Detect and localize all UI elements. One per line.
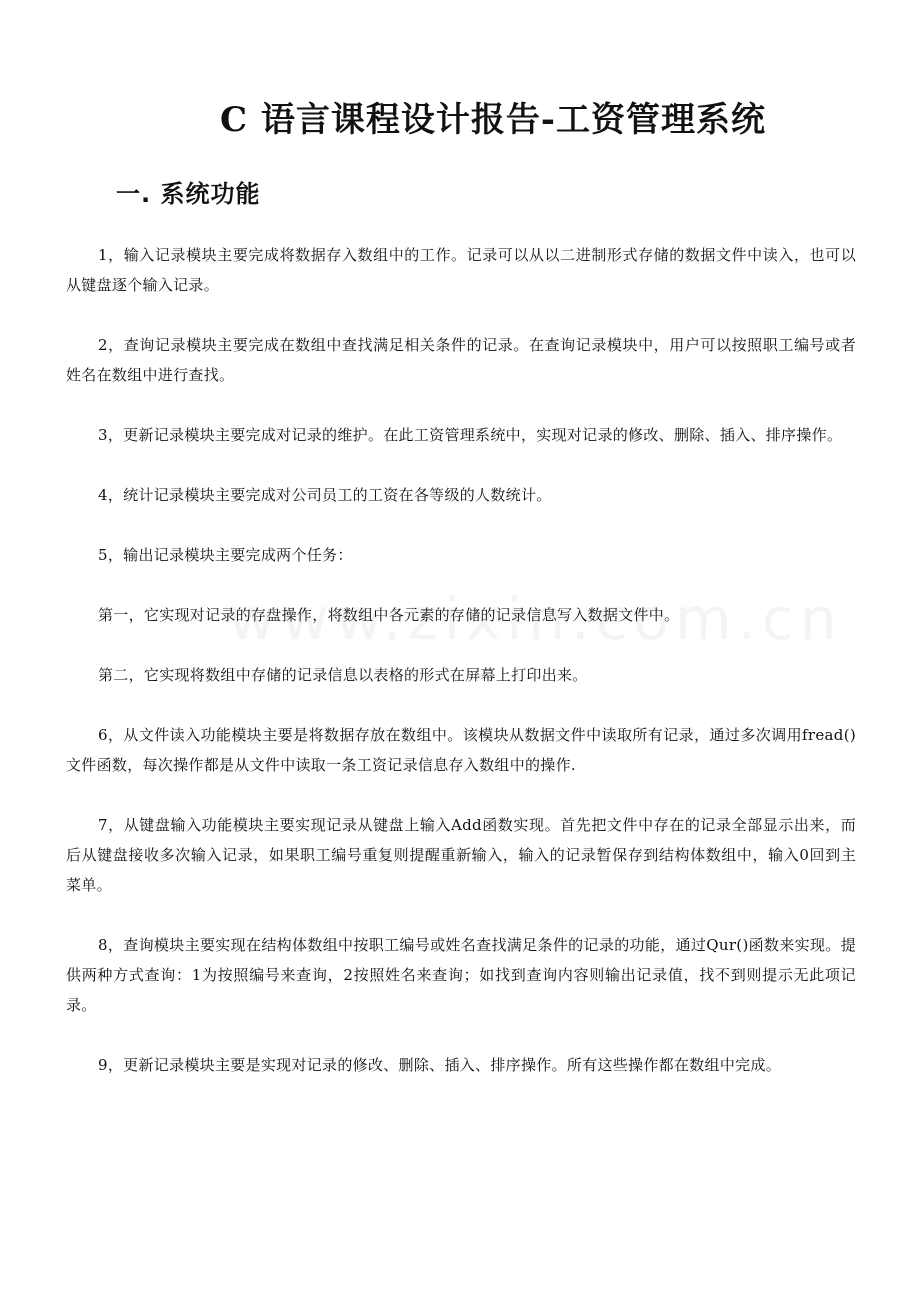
document-body [66,240,856,1080]
document-title: C 语言课程设计报告-工资管理系统 [219,100,766,140]
paragraph-3: 3，更新记录模块主要完成对记录的维护。在此工资管理系统中，实现对记录的修改、删除、插入、排序操作。 [98,426,843,444]
paragraph-5: 5，输出记录模块主要完成两个任务： [98,546,353,564]
paragraph-7: 7，从键盘输入功能模块主要实现记录从键盘上输入Add函数实现。首先把文件中存在的记录全部显示出来，而后从键盘接收多次输入记录，如果职工编号重复则提醒重新输入，输入的记录暂保存到结构体数组中，输入0回到主菜单。 [66,816,856,894]
paragraph-1: 1，输入记录模块主要完成将数据存入数组中的工作。记录可以从以二进制形式存储的数据文件中读入，也可以从键盘逐个输入记录。 [66,246,856,294]
paragraph-9: 9，更新记录模块主要是实现对记录的修改、删除、插入、排序操作。所有这些操作都在数组中完成。 [98,1056,782,1074]
paragraph-5-item-2: 第二，它实现将数组中存储的记录信息以表格的形式在屏幕上打印出来。 [98,666,588,684]
paragraph-5-item-1: 第一，它实现对记录的存盘操作，将数组中各元素的存储的记录信息写入数据文件中。 [98,606,680,624]
section-heading: 一. 系统功能 [116,180,261,208]
paragraph-2: 2，查询记录模块主要完成在数组中查找满足相关条件的记录。在查询记录模块中，用户可以按照职工编号或者姓名在数组中进行查找。 [66,336,856,384]
paragraph-8: 8，查询模块主要实现在结构体数组中按职工编号或姓名查找满足条件的记录的功能，通过Qur()函数来实现。提供两种方式查询：1为按照编号来查询，2按照姓名来查询；如找到查询内容则输出记录值，找不到则提示无此项记录。 [66,936,856,1014]
paragraph-6: 6，从文件读入功能模块主要是将数据存放在数组中。该模块从数据文件中读取所有记录，通过多次调用fread()文件函数，每次操作都是从文件中读取一条工资记录信息存入数组中的操作. [66,726,856,774]
paragraph-4: 4，统计记录模块主要完成对公司员工的工资在各等级的人数统计。 [98,486,552,504]
